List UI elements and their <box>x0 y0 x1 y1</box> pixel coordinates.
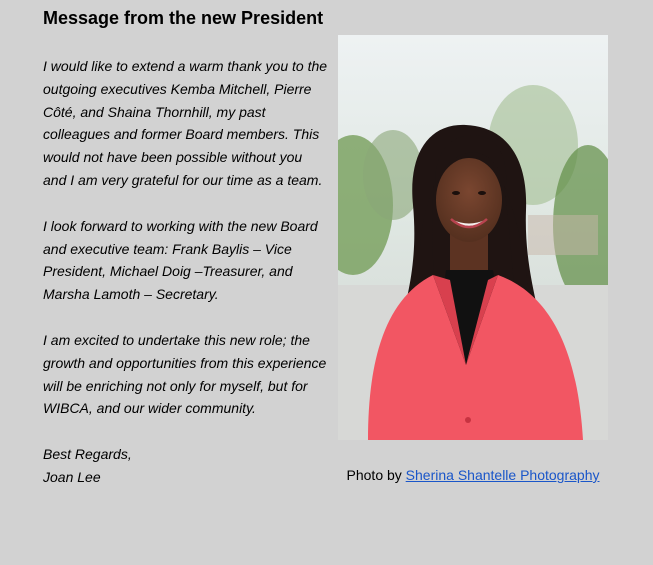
paragraph-thanks: I would like to extend a warm thank you to the outgoing executives Kemba Mitchell, Pierre Côté, and Shaina Thornhill, my past colleagues and former Board members. This would not have been possible without you and I am very grateful for our time as a team. <box>43 58 328 188</box>
portrait-illustration <box>338 35 608 440</box>
photographer-credit-link[interactable]: Sherina Shantelle Photography <box>405 467 600 483</box>
paragraph-new-role: I am excited to undertake this new role; the growth and opportunities from this experience will be enriching not only for myself, but for WIBCA, and our wider community. <box>43 331 327 417</box>
caption-prefix: Photo by <box>346 467 402 483</box>
signoff-text: Best Regards, <box>43 446 132 463</box>
paragraph-new-board: I look forward to working with the new Board and executive team: Frank Baylis – Vice President, Michael Doig –Treasurer, and Marsha Lamoth – Secretary. <box>43 217 318 303</box>
president-photo <box>338 35 608 440</box>
article-column <box>43 0 328 489</box>
photo-caption <box>338 466 608 486</box>
article-title: Message from the new President <box>43 8 324 28</box>
signoff-block <box>43 443 328 489</box>
signature-name: Joan Lee <box>43 468 101 485</box>
